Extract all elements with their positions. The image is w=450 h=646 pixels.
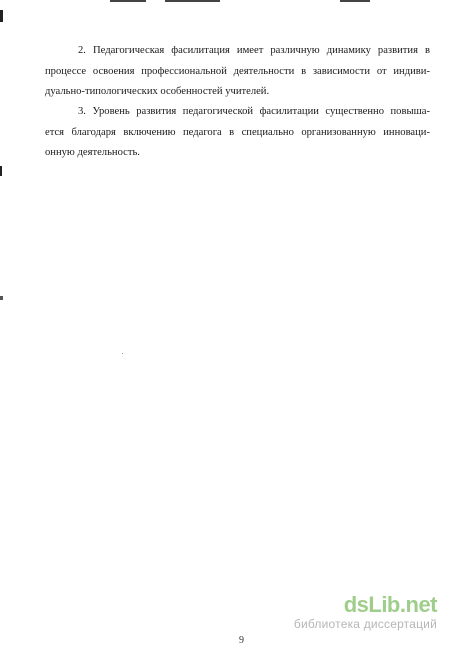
paragraph-line: ется благодаря включению педагога в специально организованную инноваци-	[45, 126, 430, 138]
paragraph-3	[45, 102, 430, 164]
logo-part-lib: Lib	[368, 592, 400, 617]
dslib-watermark	[294, 594, 437, 631]
logo-part-ds: ds	[343, 592, 369, 617]
watermark-subtitle: библиотека диссертаций	[293, 617, 437, 631]
scan-artifact	[0, 10, 3, 22]
paragraph-line: 2. Педагогическая фасилитация имеет различную динамику развития в	[78, 45, 430, 56]
paragraph-line: онную деятельность.	[45, 147, 140, 158]
paragraph-line: дуально-типологических особенностей учителей.	[45, 86, 270, 97]
scan-artifact	[0, 296, 3, 300]
logo-part-dot: .	[399, 592, 406, 617]
scan-artifact	[110, 0, 146, 2]
paragraph-line: 3. Уровень развития педагогической фасилитации существенно повыша-	[78, 106, 430, 117]
scan-artifact	[340, 0, 370, 2]
paragraph-2	[45, 41, 430, 103]
dslib-logo	[294, 594, 437, 616]
paragraph-line: процессе освоения профессиональной деятельности в зависимости от индиви-	[45, 65, 430, 77]
scan-artifact	[165, 0, 220, 2]
scan-artifact	[122, 353, 123, 354]
logo-part-net: net	[405, 592, 437, 617]
scan-artifact	[0, 166, 2, 176]
page-number: 9	[239, 635, 244, 646]
